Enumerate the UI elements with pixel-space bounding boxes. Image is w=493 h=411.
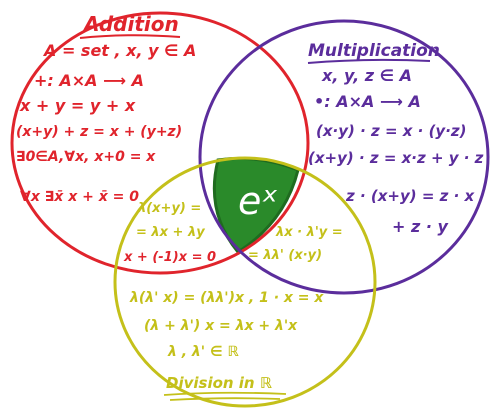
addition-line-1: A = set , x, y ∈ A (44, 41, 197, 60)
add-div-line-1: λ(x+y) = (138, 201, 202, 216)
addition-line-2: +: A×A ⟶ A (34, 71, 145, 90)
multiplication-line-6: + z · y (392, 217, 448, 236)
addition-line-5: ∃0∈A,∀x, x+0 = x (16, 149, 156, 165)
mult-div-line-1: λx · λ'y = (276, 225, 343, 240)
multiplication-line-1: x, y, z ∈ A (322, 66, 412, 85)
multiplication-line-4: (x+y) · z = x·z + y · z (308, 149, 484, 167)
division-line-3: λ , λ' ∈ ℝ (168, 344, 239, 360)
mult-div-line-2: = λλ' (x·y) (248, 248, 323, 263)
multiplication-title: Multiplication (308, 41, 440, 61)
division-title: Division in ℝ (166, 374, 272, 392)
addition-line-6: ∀x ∃x̄ x + x̄ = 0 (20, 189, 139, 205)
multiplication-line-3: (x·y) · z = x · (y·z) (316, 122, 467, 140)
add-div-line-2: = λx + λy (136, 225, 205, 240)
addition-title: Addition (84, 12, 179, 36)
center-label: eˣ (238, 179, 279, 223)
add-div-line-3: x + (-1)x = 0 (124, 250, 217, 265)
division-line-1: λ(λ' x) = (λλ')x , 1 · x = x (130, 290, 324, 306)
multiplication-line-5: z · (x+y) = z · x (346, 187, 475, 205)
multiplication-line-2: •: A×A ⟶ A (314, 92, 421, 111)
addition-line-4: (x+y) + z = x + (y+z) (16, 124, 183, 140)
division-line-2: (λ + λ') x = λx + λ'x (144, 318, 298, 334)
division-underline (164, 393, 286, 400)
addition-line-3: x + y = y + x (20, 96, 136, 115)
